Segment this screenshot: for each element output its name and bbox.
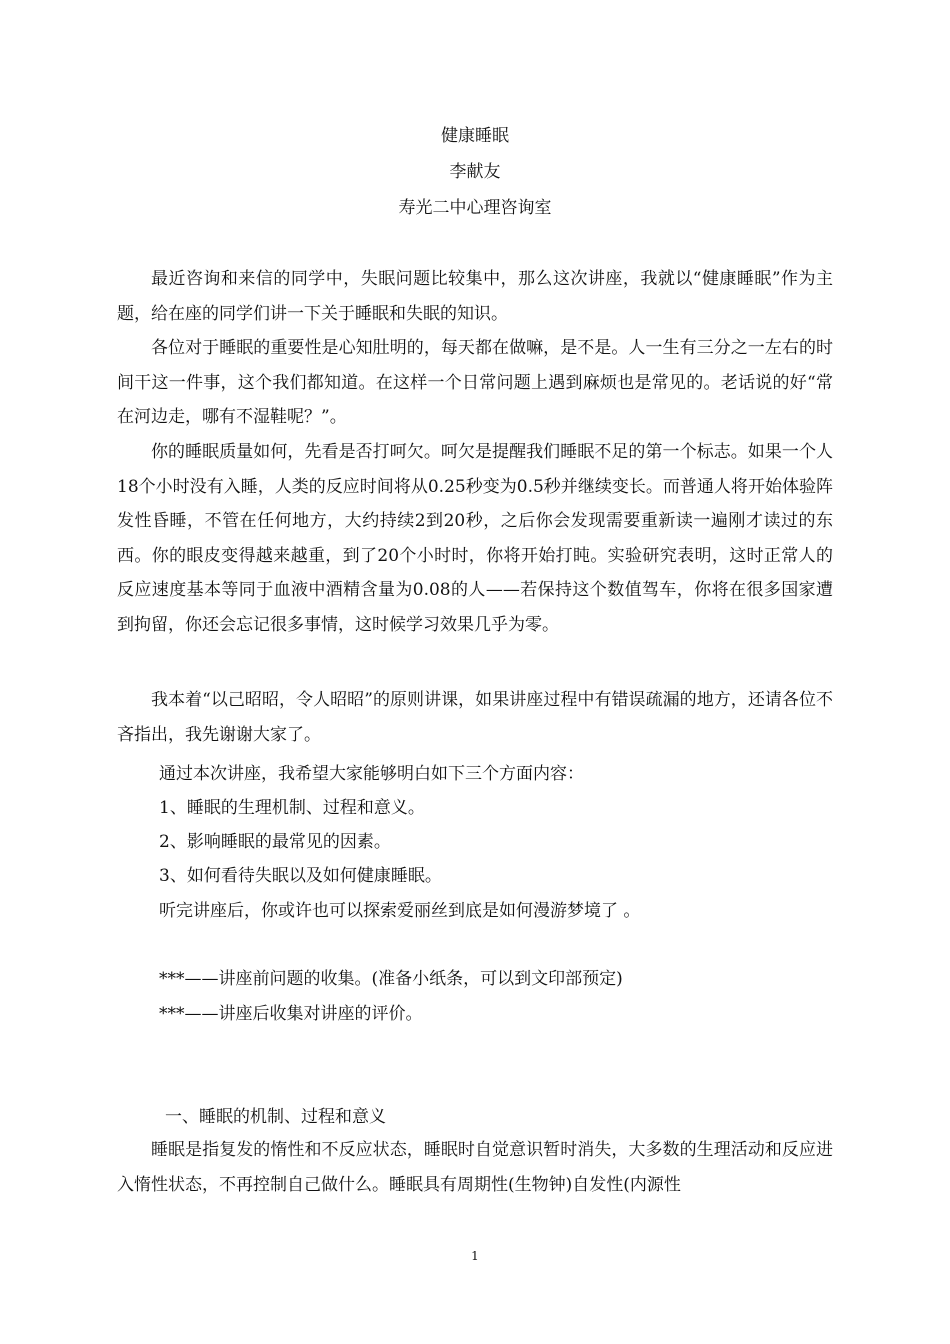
note-item-1: ***——讲座前问题的收集。(准备小纸条，可以到文印部预定) bbox=[159, 969, 623, 989]
goal-item-1: 1、睡眠的生理机制、过程和意义。 bbox=[159, 798, 425, 818]
document-author: 李献友 bbox=[449, 162, 501, 182]
intro-paragraph-4: 我本着“以己昭昭，令人昭昭”的原则讲课，如果讲座过程中有错误疏漏的地方，还请各位不吝指出，我先谢谢大家了。 bbox=[117, 690, 833, 745]
goal-item-3: 3、如何看待失眠以及如何健康睡眠。 bbox=[159, 866, 442, 886]
intro-paragraph-2: 各位对于睡眠的重要性是心知肚明的，每天都在做嘛，是不是。人一生有三分之一左右的时间干这一件事，这个我们都知道。在这样一个日常问题上遇到麻烦也是常见的。老话说的好“常在河边走，哪有不湿鞋呢？”。 bbox=[117, 338, 833, 427]
goal-item-2: 2、影响睡眠的最常见的因素。 bbox=[159, 832, 391, 852]
section-paragraph: 睡眠是指复发的惰性和不反应状态，睡眠时自觉意识暂时消失，大多数的生理活动和反应进入惰性状态，不再控制自己做什么。睡眠具有周期性(生物钟)自发性(内源性 bbox=[117, 1140, 833, 1195]
document-title: 健康睡眠 bbox=[441, 126, 509, 146]
intro-paragraph-1: 最近咨询和来信的同学中，失眠问题比较集中，那么这次讲座，我就以“健康睡眠”作为主题，给在座的同学们讲一下关于睡眠和失眠的知识。 bbox=[117, 269, 833, 324]
section-heading: 一、睡眠的机制、过程和意义 bbox=[165, 1107, 386, 1127]
document-organization: 寿光二中心理咨询室 bbox=[398, 198, 552, 218]
goals-intro: 通过本次讲座，我希望大家能够明白如下三个方面内容： bbox=[159, 764, 584, 784]
intro-paragraph-3: 你的睡眠质量如何，先看是否打呵欠。呵欠是提醒我们睡眠不足的第一个标志。如果一个人18个小时没有入睡，人类的反应时间将从0.25秒变为0.5秒并继续变长。而普通人将开始体验阵发性昏睡，不管在任何地方，大约持续2到20秒，之后你会发现需要重新读一遍刚才读过的东西。你的眼皮变得越来越重，到了20个小时时，你将开始打盹。实验研究表明，这时正常人的反应速度基本等同于血液中酒精含量为0.08的人——若保持这个数值驾车，你将在很多国家遭到拘留，你还会忘记很多事情，这时候学习效果几乎为零。 bbox=[117, 442, 833, 635]
closing-line: 听完讲座后，你或许也可以探索爱丽丝到底是如何漫游梦境了 。 bbox=[159, 901, 641, 921]
page-number: 1 bbox=[471, 1249, 479, 1263]
note-item-2: ***——讲座后收集对讲座的评价。 bbox=[159, 1004, 423, 1024]
